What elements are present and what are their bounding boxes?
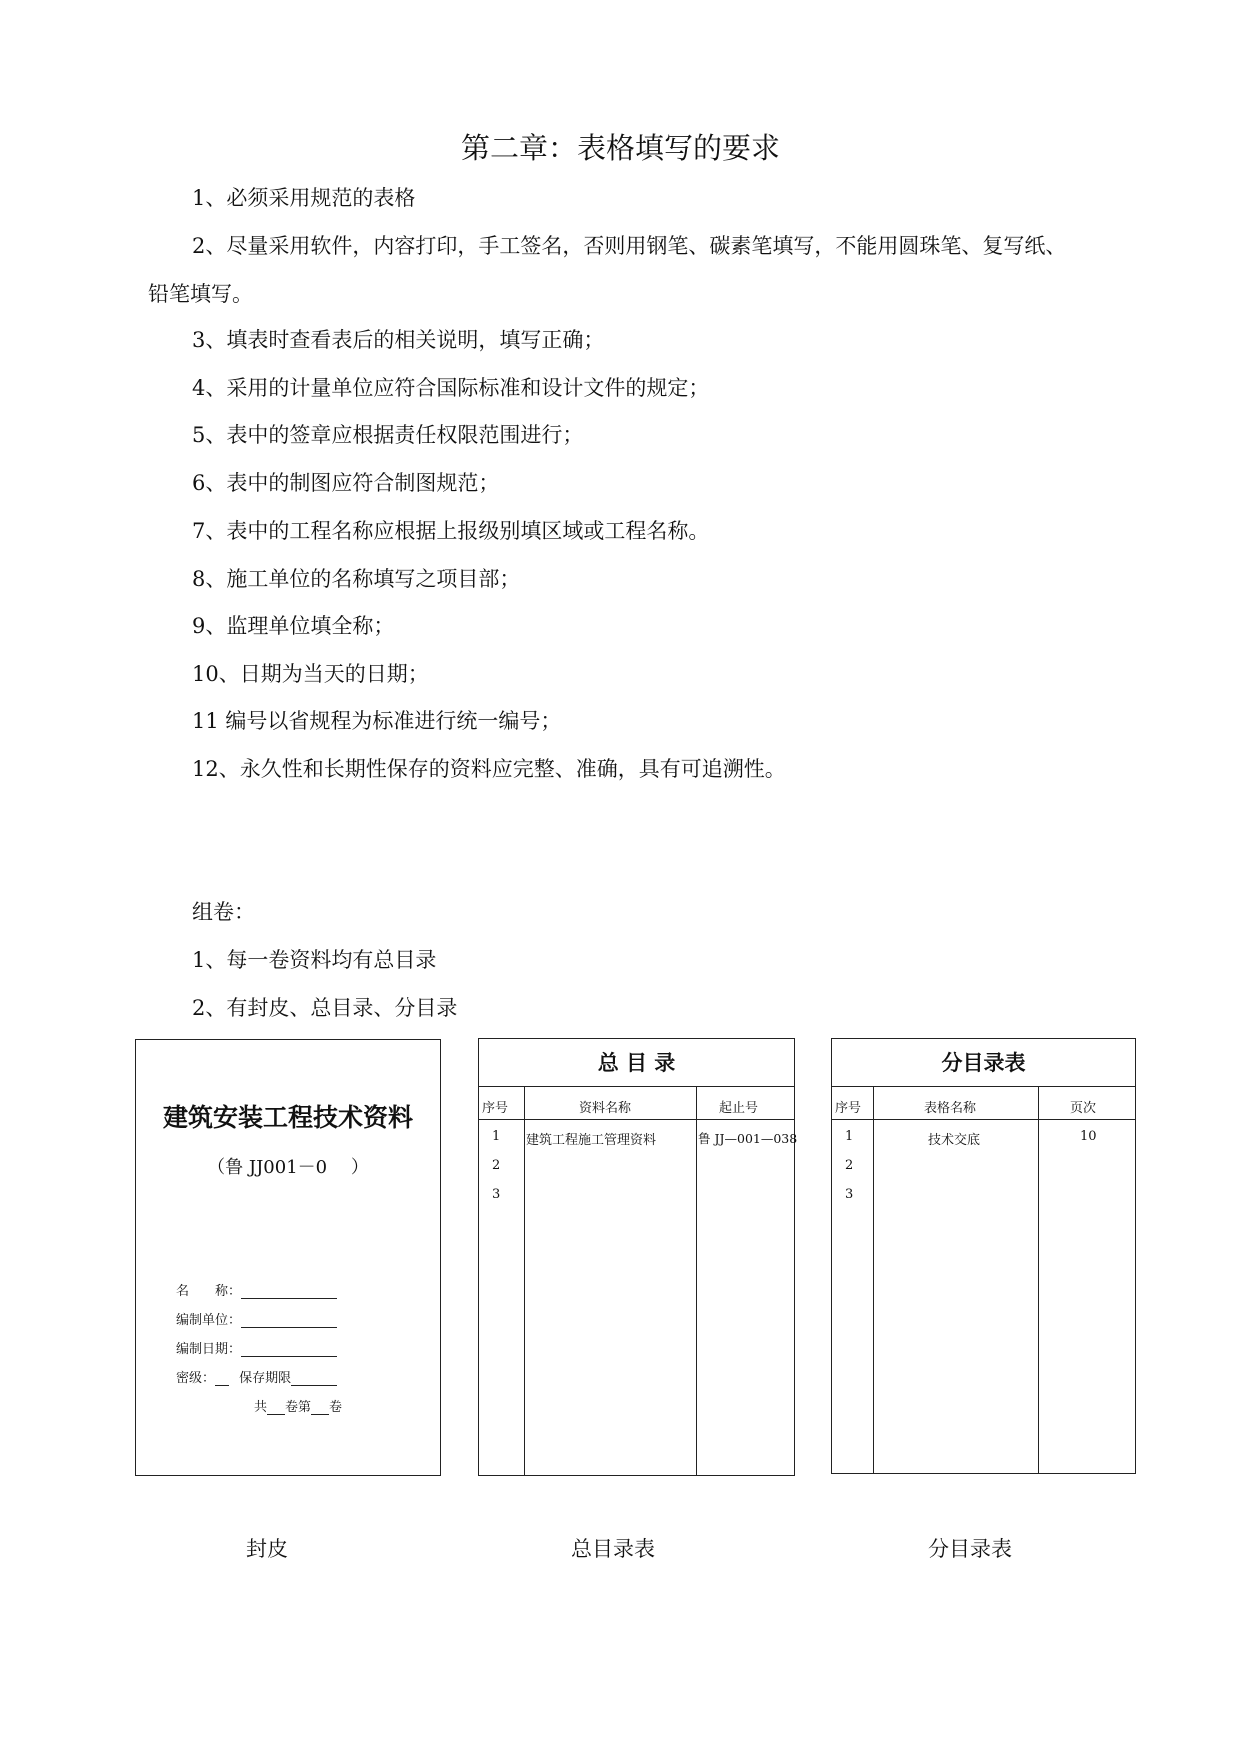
- cover-name-label: 名 称：: [176, 1284, 242, 1299]
- sub-catalog-header-page: 页次: [1070, 1101, 1097, 1116]
- general-catalog-header-name: 资料名称: [579, 1101, 632, 1116]
- sub-catalog-sample: [831, 1038, 1136, 1474]
- general-catalog-title: 总 目 录: [479, 1039, 794, 1087]
- cover-unit-label: 编制单位：: [176, 1313, 242, 1328]
- cover-vol-mid: 卷第: [285, 1400, 312, 1415]
- cover-vol-suffix: 卷: [329, 1400, 343, 1415]
- requirement-5: 5、表中的签章应根据责任权限范围进行；: [192, 423, 584, 447]
- general-catalog-sample: [478, 1038, 798, 1476]
- requirement-4: 4、采用的计量单位应符合国际标准和设计文件的规定；: [192, 376, 710, 400]
- cover-name-field: [176, 1280, 337, 1299]
- cover-unit-line: [241, 1315, 337, 1328]
- cover-title: 建筑安装工程技术资料: [162, 1103, 413, 1132]
- general-catalog-row-no: 2: [492, 1158, 501, 1173]
- sub-catalog-row-name: 技术交底: [928, 1133, 981, 1148]
- requirement-12: 12、永久性和长期性保存的资料应完整、准确，具有可追溯性。: [192, 757, 786, 781]
- general-catalog-row-name: 建筑工程施工管理资料: [526, 1133, 657, 1148]
- requirement-9: 9、监理单位填全称；: [192, 614, 395, 638]
- caption-general-catalog: 总目录表: [571, 1537, 655, 1561]
- requirement-2: 2、尽量采用软件，内容打印，手工签名，否则用钢笔、碳素笔填写，不能用圆珠笔、复写纸、: [192, 234, 1067, 258]
- sub-catalog-row-no: 1: [845, 1129, 854, 1144]
- cover-name-line: [241, 1286, 337, 1299]
- sub-catalog-row-no: 2: [845, 1158, 854, 1173]
- cover-code: （鲁 JJ001－0 ）: [207, 1157, 369, 1178]
- general-catalog-header-rule: [479, 1119, 794, 1120]
- cover-retention-line: [291, 1373, 337, 1386]
- sub-catalog-header-rule: [832, 1119, 1135, 1120]
- requirement-1: 1、必须采用规范的表格: [192, 186, 416, 210]
- chapter-title: 第二章：表格填写的要求: [460, 131, 780, 165]
- cover-date-line: [241, 1344, 337, 1357]
- requirement-10: 10、日期为当天的日期；: [192, 662, 429, 686]
- requirement-8: 8、施工单位的名称填写之项目部；: [192, 567, 521, 591]
- cover-date-label: 编制日期：: [176, 1342, 242, 1357]
- requirement-3: 3、填表时查看表后的相关说明，填写正确；: [192, 328, 605, 352]
- sub-catalog-row-no: 3: [845, 1187, 854, 1202]
- cover-secret-field: [176, 1367, 337, 1386]
- cover-vol-no-line: [311, 1402, 329, 1415]
- general-catalog-col-divider: [696, 1087, 697, 1475]
- requirement-2-continued: 铅笔填写。: [148, 282, 253, 306]
- volume-heading: 组卷：: [192, 900, 255, 924]
- sub-catalog-header-name: 表格名称: [924, 1101, 977, 1116]
- general-catalog-row-range: 鲁 JJ—001—038: [698, 1131, 798, 1146]
- requirement-11: 11 编号以省规程为标准进行统一编号；: [192, 709, 562, 733]
- cover-vol-total-prefix: 共: [254, 1400, 268, 1415]
- cover-volume-field: [254, 1396, 342, 1415]
- volume-item-2: 2、有封皮、总目录、分目录: [192, 996, 458, 1020]
- sub-catalog-col-divider: [873, 1087, 874, 1473]
- cover-sample: [135, 1039, 441, 1476]
- requirement-6: 6、表中的制图应符合制图规范；: [192, 471, 500, 495]
- cover-secret-line: [215, 1373, 229, 1386]
- cover-vol-total-line: [267, 1402, 285, 1415]
- requirement-7: 7、表中的工程名称应根据上报级别填区域或工程名称。: [192, 519, 710, 543]
- caption-sub-catalog: 分目录表: [928, 1537, 1012, 1561]
- cover-retention-label: 保存期限: [239, 1371, 292, 1386]
- volume-item-1: 1、每一卷资料均有总目录: [192, 948, 437, 972]
- general-catalog-row-no: 1: [492, 1129, 501, 1144]
- sub-catalog-row-page: 10: [1080, 1129, 1097, 1144]
- general-catalog-header-no: 序号: [482, 1101, 509, 1116]
- caption-cover: 封皮: [246, 1537, 288, 1561]
- general-catalog-row-no: 3: [492, 1187, 501, 1202]
- cover-secret-label: 密级：: [176, 1371, 216, 1386]
- cover-unit-field: [176, 1309, 337, 1328]
- sub-catalog-title: 分目录表: [832, 1039, 1135, 1087]
- sub-catalog-header-no: 序号: [835, 1101, 862, 1116]
- cover-date-field: [176, 1338, 337, 1357]
- general-catalog-col-divider: [524, 1087, 525, 1475]
- sub-catalog-col-divider: [1038, 1087, 1039, 1473]
- general-catalog-header-range: 起止号: [719, 1101, 759, 1116]
